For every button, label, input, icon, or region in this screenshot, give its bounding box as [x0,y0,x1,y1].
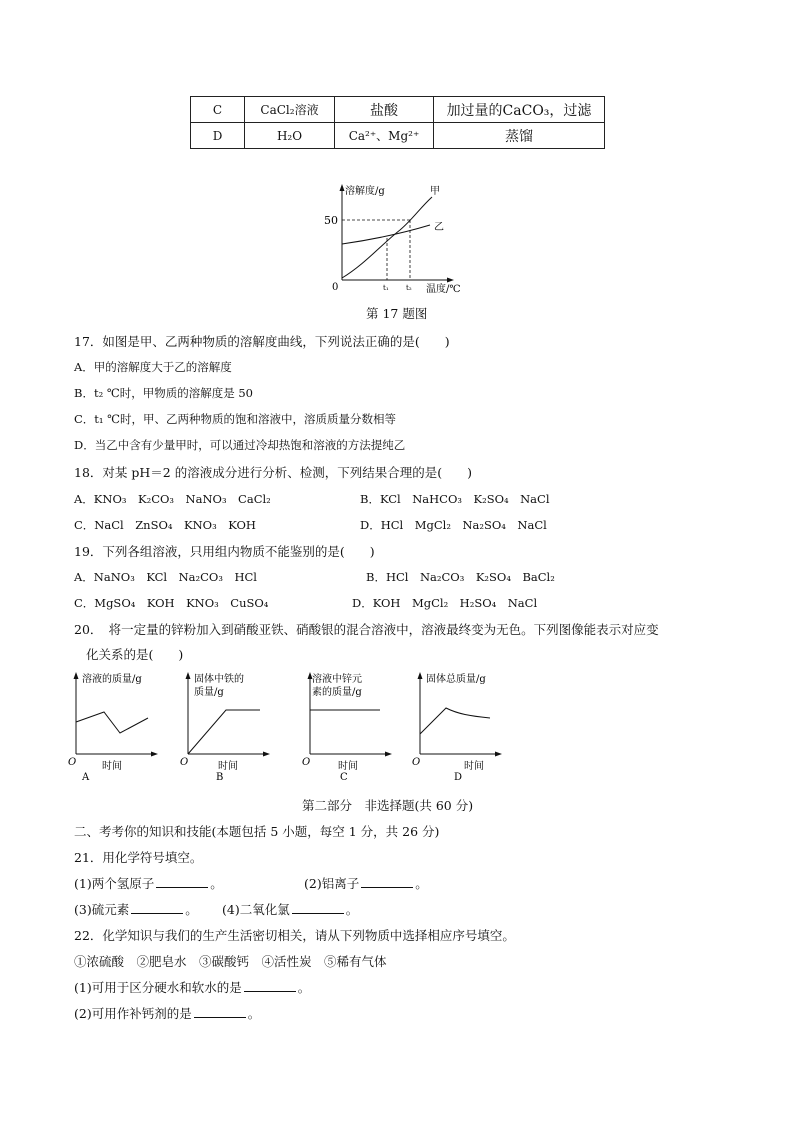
y-arrow [418,672,423,679]
graph-b [178,670,278,786]
q17-option-a: A．甲的溶解度大于乙的溶解度 [74,360,232,374]
part2-title: 第二部分 非选择题(共 60 分) [302,798,474,813]
curve-yi [342,225,430,244]
table-row [191,123,605,149]
q21-part-1-text: (1)两个氢原子 [74,876,155,891]
q21-part-2 [304,874,428,892]
t1-label: t₁ [383,284,389,292]
q21-part-4 [222,900,358,918]
table-cell: C [191,97,245,123]
q17-option-b: B．t₂ ℃时，甲物质的溶解度是 50 [74,386,253,400]
y-arrow [186,672,191,679]
x-arrow [263,752,270,757]
q18-option-d: D．HCl MgCl₂ Na₂SO₄ NaCl [360,518,547,532]
answer-blank[interactable] [292,902,344,914]
q18-stem: 18．对某 pH＝2 的溶液成分进行分析、检测，下列结果合理的是( ) [74,465,472,480]
period: 。 [297,980,311,995]
x-label: 时间 [102,761,122,772]
q17-stem: 17．如图是甲、乙两种物质的溶解度曲线，下列说法正确的是( ) [74,334,450,349]
origin-label: O [180,757,189,768]
q21-part-2-text: (2)铝离子 [304,876,360,891]
graph-letter: C [340,772,348,783]
origin-label: 0 [332,282,339,293]
y-label: 固体总质量/g [426,674,486,685]
q19-option-a: A．NaNO₃ KCl Na₂CO₃ HCl [74,570,257,584]
x-arrow [447,278,454,283]
curve-jia-label: 甲 [430,186,440,197]
solubility-chart [320,180,480,300]
q22-part-2-text: (2)可用作补钙剂的是 [74,1006,192,1021]
y-label-1: 溶液中锌元 [312,674,362,685]
reagent-table [190,96,605,149]
q22-part-2 [74,1004,260,1022]
y-label-1: 固体中铁的 [194,674,244,685]
origin-label: O [68,757,77,768]
answer-blank[interactable] [131,902,183,914]
q18-option-b: B．KCl NaHCO₃ K₂SO₄ NaCl [360,492,550,506]
y-label: 溶液的质量/g [82,674,142,685]
q22-part-1 [74,978,310,996]
table-cell: CaCl₂溶液 [245,97,335,123]
q22-choices: ①浓硫酸 ②肥皂水 ③碳酸钙 ④活性炭 ⑤稀有气体 [74,954,387,969]
q19-option-b: B．HCl Na₂CO₃ K₂SO₄ BaCl₂ [366,570,555,584]
q20-stem-cont: 化关系的是( ) [86,647,184,662]
x-arrow [385,752,392,757]
y-label-2: 素的质量/g [312,687,362,698]
q21-part-3 [74,900,198,918]
q21-part-1 [74,874,223,892]
y-label-2: 质量/g [194,687,224,698]
table-cell: 盐酸 [335,97,434,123]
graph-d [410,670,510,786]
q18-option-a: A．KNO₃ K₂CO₃ NaNO₃ CaCl₂ [74,492,271,506]
q21-part-3-text: (3)硫元素 [74,902,130,917]
q21-part-4-text: (4)二氧化氯 [222,902,290,917]
x-label: 时间 [464,761,484,772]
x-arrow [495,752,502,757]
answer-blank[interactable] [156,876,208,888]
q22-stem: 22．化学知识与我们的生产生活密切相关，请从下列物质中选择相应序号填空。 [74,928,515,943]
graph-letter: B [216,772,224,783]
period: 。 [345,902,359,917]
t2-label: t₂ [406,284,412,292]
answer-blank[interactable] [194,1006,246,1018]
period: 。 [247,1006,261,1021]
curve [76,712,148,733]
graph-letter: D [454,772,463,783]
q17-option-d: D．当乙中含有少量甲时，可以通过冷却热饱和溶液的方法提纯乙 [74,438,406,452]
table-cell: H₂O [245,123,335,149]
answer-blank[interactable] [361,876,413,888]
curve-yi-label: 乙 [434,222,444,233]
y-arrow [340,184,345,191]
origin-label: O [302,757,311,768]
origin-label: O [412,757,421,768]
q18-option-c: C．NaCl ZnSO₄ KNO₃ KOH [74,518,256,532]
q22-part-1-text: (1)可用于区分硬水和软水的是 [74,980,242,995]
section-heading: 二、考考你的知识和技能(本题包括 5 小题，每空 1 分，共 26 分) [74,824,440,839]
table-cell: 加过量的CaCO₃，过滤 [434,97,605,123]
q19-stem: 19．下列各组溶液，只用组内物质不能鉴别的是( ) [74,544,375,559]
q19-option-d: D．KOH MgCl₂ H₂SO₄ NaCl [352,596,538,610]
x-arrow [151,752,158,757]
q20-stem: 20． 将一定量的锌粉加入到硝酸亚铁、硝酸银的混合溶液中，溶液最终变为无色。下列图像能表示对应变 [74,622,659,637]
figure-caption: 第 17 题图 [366,306,428,321]
table-cell: D [191,123,245,149]
y-tick-50: 50 [324,214,338,227]
q21-stem: 21．用化学符号填空。 [74,850,203,865]
table-cell: 蒸馏 [434,123,605,149]
y-arrow [74,672,79,679]
graph-a [66,670,166,786]
graph-letter: A [82,772,90,783]
q17-option-c: C．t₁ ℃时，甲、乙两种物质的饱和溶液中，溶质质量分数相等 [74,412,397,426]
y-label: 溶解度/g [345,186,385,197]
period: 。 [210,876,223,891]
period: 。 [185,902,198,917]
x-label: 温度/℃ [426,284,461,295]
curve [188,710,260,754]
answer-blank[interactable] [244,980,296,992]
table-row [191,97,605,123]
x-label: 时间 [338,761,358,772]
table-cell: Ca²⁺、Mg²⁺ [335,123,434,149]
q19-option-c: C．MgSO₄ KOH KNO₃ CuSO₄ [74,596,269,610]
x-label: 时间 [218,761,238,772]
period: 。 [415,876,428,891]
graph-c [300,670,400,786]
curve [420,708,490,734]
